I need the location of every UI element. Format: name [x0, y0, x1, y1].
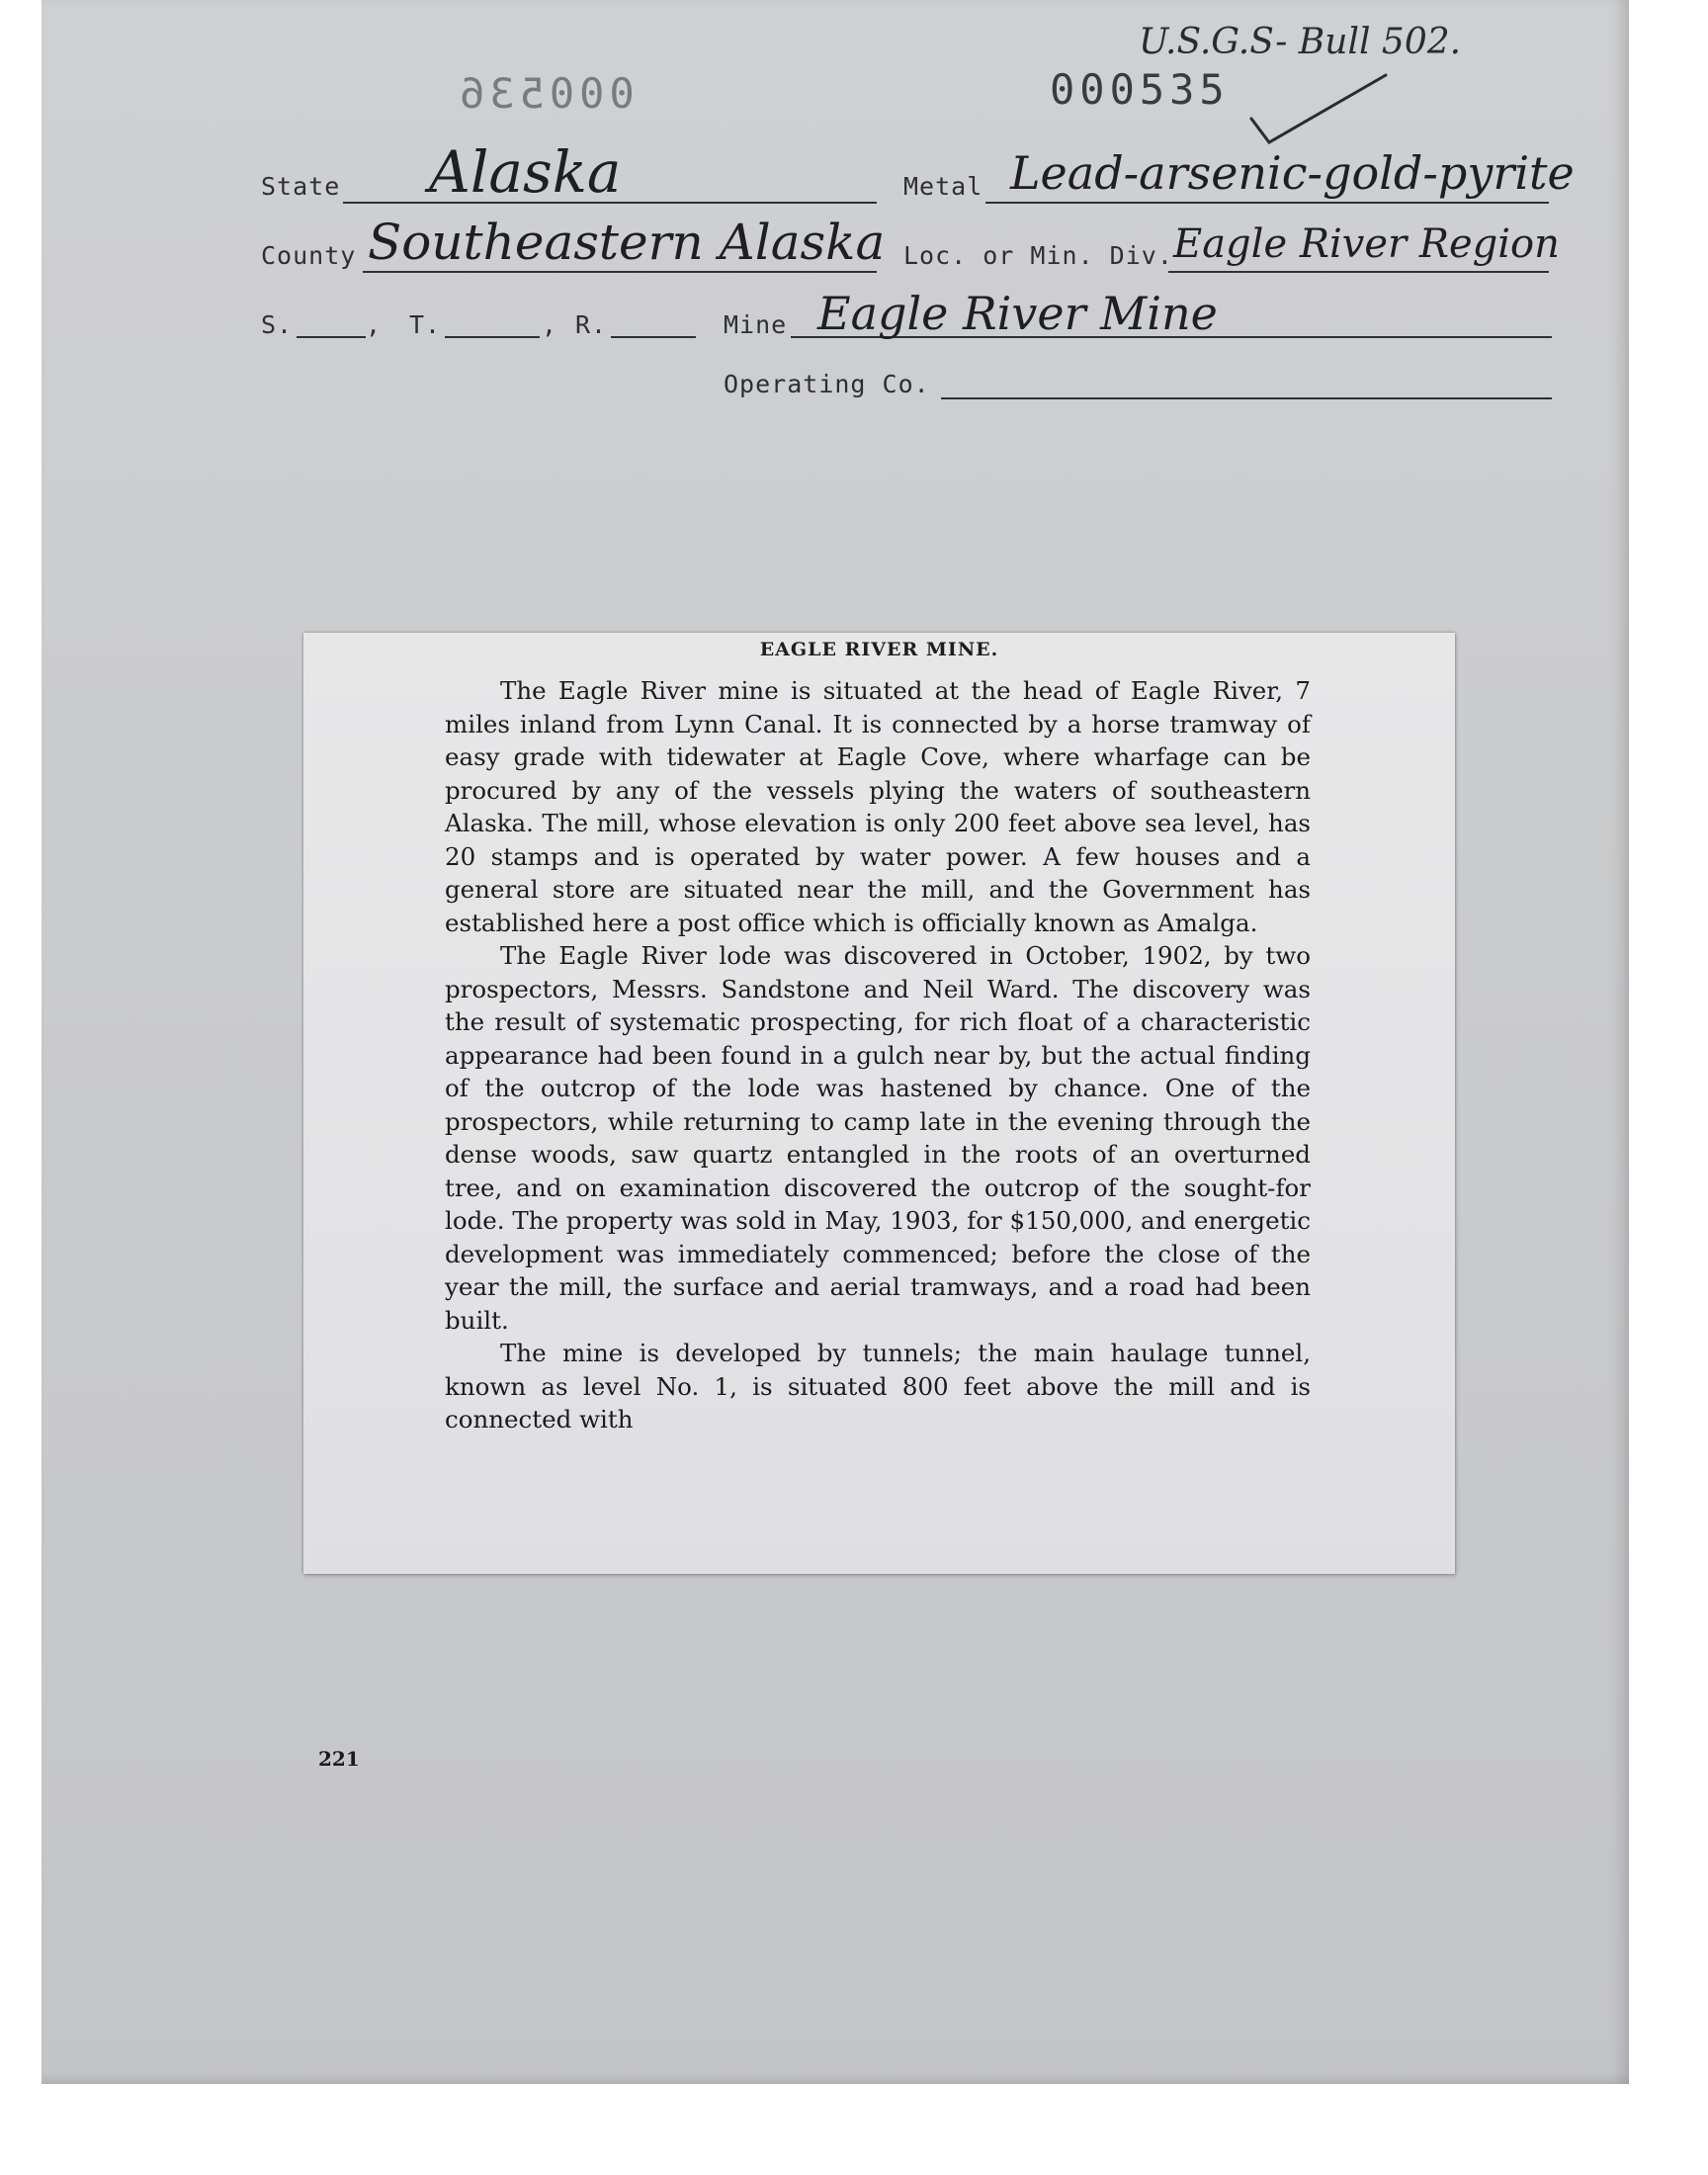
loc-value: Eagle River Region [1173, 221, 1560, 267]
metal-label: Metal [903, 172, 983, 201]
loc-underline [1168, 271, 1549, 273]
county-label: County [261, 241, 357, 270]
county-value: Southeastern Alaska [368, 214, 886, 271]
metal-value: Lead-arsenic-gold-pyrite [1010, 146, 1575, 200]
mine-label: Mine [724, 310, 788, 339]
state-value: Alaska [429, 138, 622, 206]
clipping-paragraph: The Eagle River mine is situated at the head of Eagle River, 7 miles inland from Lynn Canal. It is connected by a horse tramway of easy grade with tidewater at Eagle Cove, where wharfage can be procured by any of the vessels plying the waters of southeastern Alaska. The mill, whose elevation is only 200 feet above sea level, has 20 stamps and is operated by water power. A few houses and a general store are situated near the mill, and the Government has established here a post office which is officially known as Amalga. [445, 676, 1311, 937]
range-underline [611, 336, 696, 338]
township-comma: , [542, 310, 558, 339]
section-label: S. [261, 310, 294, 339]
metal-underline [985, 202, 1549, 204]
clipping-paragraph: The Eagle River lode was discovered in October, 1902, by two prospectors, Messrs. Sandstone and Neil Ward. The discovery was the result of systematic prospecting, for rich float of a characteristic appearance had been found in a gulch near by, but the actual finding of the outcrop of the lode was hastened by chance. One of the prospectors, while returning to camp late in the evening through the dense woods, saw quartz entangled in the roots of an overturned tree, and on examination discovered the outcrop of the sought-for lode. The property was sold in May, 1903, for $150,000, and energetic development was immediately commenced; before the close of the year the mill, the surface and aerial tramways, and a road had been built. [445, 941, 1311, 1335]
township-label: T. [409, 310, 442, 339]
state-label: State [261, 172, 341, 201]
range-label: R. [575, 310, 608, 339]
section-underline [297, 336, 366, 338]
mirrored-card-number: 000536 [455, 69, 635, 118]
section-comma: , [366, 310, 383, 339]
checkmark-icon [1247, 71, 1406, 150]
county-underline [363, 271, 877, 273]
mine-value: Eagle River Mine [817, 287, 1218, 340]
index-card [42, 0, 1629, 2084]
loc-label: Loc. or Min. Div. [903, 241, 1173, 270]
clipping-body [445, 674, 1311, 1436]
operating-co-underline [941, 397, 1552, 399]
operating-co-label: Operating Co. [724, 370, 930, 398]
pasted-clipping [303, 633, 1455, 1574]
handwritten-annotation: U.S.G.S- Bull 502. [1139, 22, 1462, 62]
card-number: 000535 [1050, 65, 1230, 114]
clipping-paragraph: The mine is developed by tunnels; the main haulage tunnel, known as level No. 1, is situated 800 feet above the mill and is connected with [445, 1339, 1311, 1434]
township-underline [445, 336, 540, 338]
clipping-title: EAGLE RIVER MINE. [759, 639, 999, 660]
page-number: 221 [318, 1747, 360, 1771]
